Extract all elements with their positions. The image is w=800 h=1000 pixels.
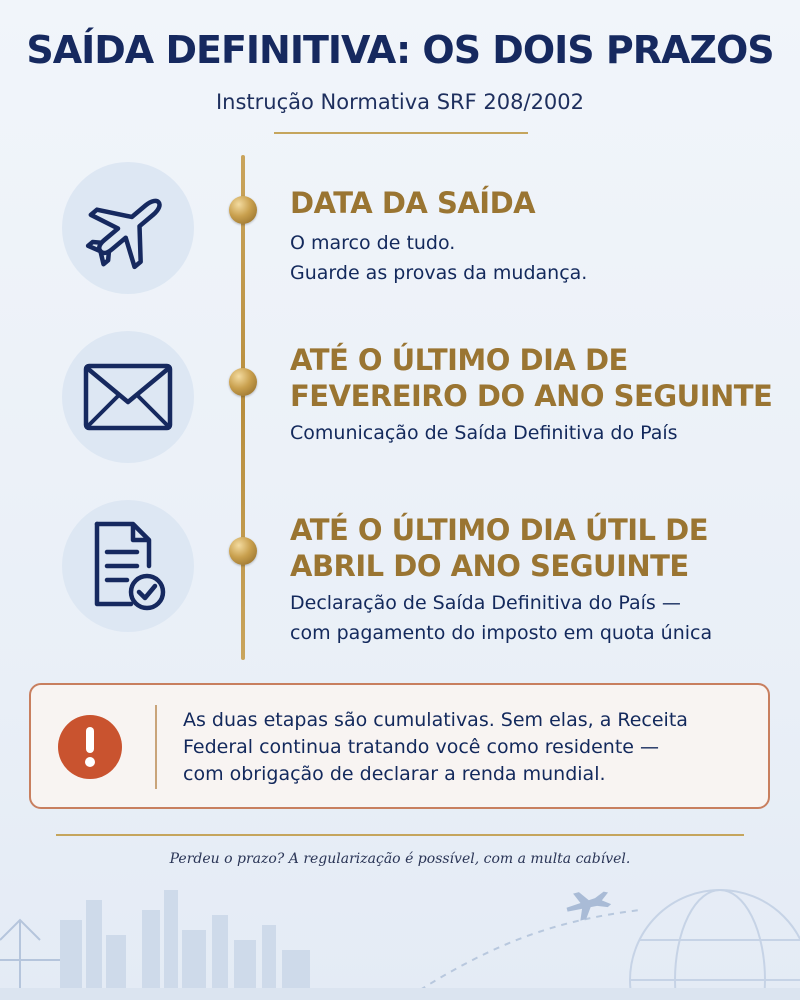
step-1-title-line: DATA DA SAÍDA — [290, 186, 536, 220]
top-divider — [274, 132, 528, 134]
envelope-icon — [82, 362, 174, 432]
step-2-title — [290, 342, 772, 414]
step-1-text-line: O marco de tudo. — [290, 232, 456, 254]
step-1-text-line: Guarde as provas da mudança. — [290, 262, 588, 284]
step-3-text-line: com pagamento do imposto em quota única — [290, 622, 713, 644]
exclamation-icon — [58, 715, 122, 779]
step-2-timeline-dot — [229, 368, 257, 396]
step-2-icon-circle — [62, 331, 194, 463]
step-3-text-line: Declaração de Saída Definitiva do País — — [290, 592, 681, 614]
warning-text-line: Federal continua tratando você como residente — — [183, 736, 659, 758]
page-subtitle: Instrução Normativa SRF 208/2002 — [215, 90, 585, 114]
warning-text-line: As duas etapas são cumulativas. Sem elas, a Receita — [183, 709, 688, 731]
warning-text-line: com obrigação de declarar a renda mundial. — [183, 763, 606, 785]
step-3-title — [290, 512, 708, 584]
step-3-title-line: ATÉ O ÚLTIMO DIA ÚTIL DE — [290, 513, 709, 547]
document-check-icon — [83, 518, 173, 614]
page-title: SAÍDA DEFINITIVA: OS DOIS PRAZOS — [26, 28, 774, 72]
airplane-icon — [80, 180, 176, 276]
timeline-line — [241, 155, 245, 660]
step-3-timeline-dot — [229, 537, 257, 565]
footer-note: Perdeu o prazo? A regularização é possível, com a multa cabível. — [169, 851, 631, 867]
warning-divider — [155, 705, 157, 789]
step-1-title — [290, 185, 535, 221]
bottom-divider — [56, 834, 744, 836]
step-3-icon-circle — [62, 500, 194, 632]
step-2-text — [290, 418, 678, 448]
step-1-timeline-dot — [229, 196, 257, 224]
step-2-title-line: ATÉ O ÚLTIMO DIA DE — [290, 343, 628, 377]
step-1-text — [290, 228, 587, 288]
warning-text — [183, 707, 763, 788]
step-3-text — [290, 588, 712, 648]
step-3-title-line: ABRIL DO ANO SEGUINTE — [290, 549, 689, 583]
city-skyline-illustration — [0, 880, 800, 1000]
step-1-icon-circle — [62, 162, 194, 294]
warning-box — [29, 683, 770, 809]
step-2-title-line: FEVEREIRO DO ANO SEGUINTE — [290, 379, 773, 413]
step-2-text-line: Comunicação de Saída Definitiva do País — [290, 422, 678, 444]
